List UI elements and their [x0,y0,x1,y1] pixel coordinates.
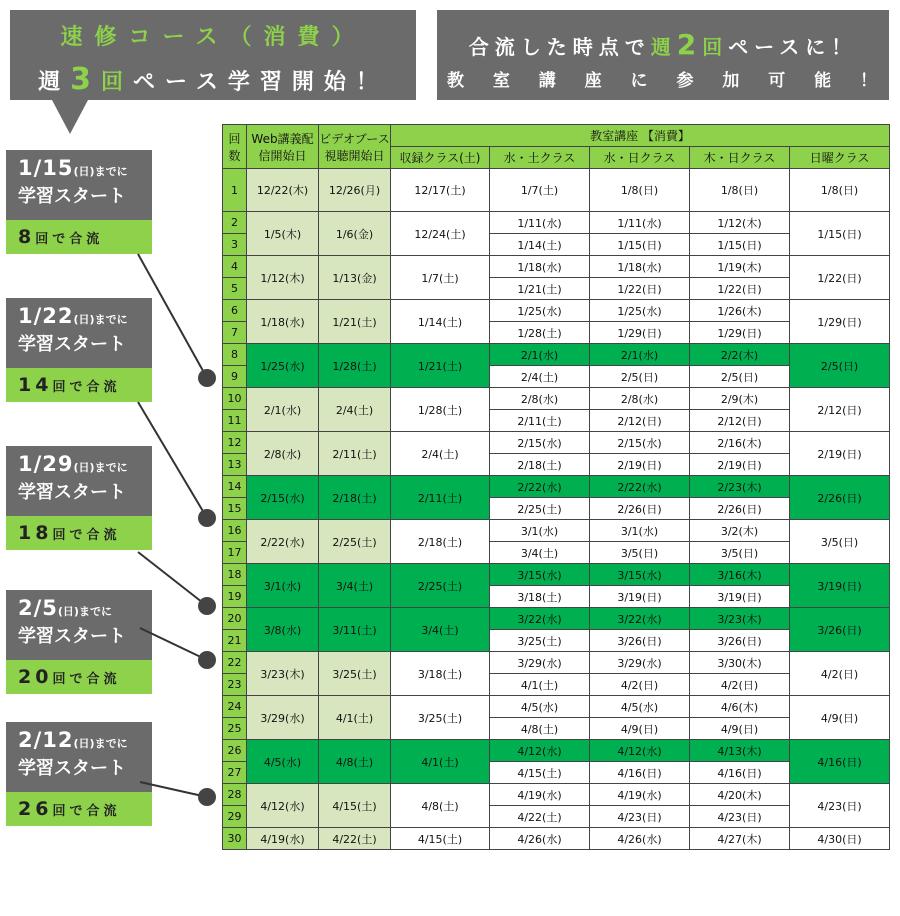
wedsat-date: 2/4(土) [490,366,590,388]
row-number: 23 [223,674,247,696]
row-number: 19 [223,586,247,608]
merge-number: 2 [676,28,703,61]
row-number: 9 [223,366,247,388]
sunday-date: 3/26(日) [790,608,890,652]
sunday-date: 2/12(日) [790,388,890,432]
row-number: 22 [223,652,247,674]
sunday-date: 4/30(日) [790,828,890,850]
card-start: 学習スタート [18,186,126,207]
thusun-date: 2/26(日) [690,498,790,520]
recorded-date: 1/7(土) [391,256,490,300]
web-date: 2/1(水) [247,388,319,432]
row-number: 27 [223,762,247,784]
wedsat-date: 4/1(土) [490,674,590,696]
web-date: 4/5(水) [247,740,319,784]
recorded-date: 1/21(土) [391,344,490,388]
card-count: 26 [18,798,53,820]
recorded-date: 2/11(土) [391,476,490,520]
header-classroom: 教室講座 【消費】 [391,125,890,147]
wedsun-date: 1/29(日) [590,322,690,344]
wedsat-date: 2/22(水) [490,476,590,498]
web-date: 1/18(水) [247,300,319,344]
wedsun-date: 3/5(日) [590,542,690,564]
table-row [223,476,890,498]
web-date: 4/12(水) [247,784,319,828]
wedsat-date: 3/4(土) [490,542,590,564]
sunday-date: 3/5(日) [790,520,890,564]
video-date: 1/13(金) [319,256,391,300]
wedsat-date: 1/18(水) [490,256,590,278]
recorded-date: 12/24(土) [391,212,490,256]
card-unit: 回で合流 [35,232,104,247]
header-wedsun: 水・日クラス [590,147,690,169]
thusun-date: 2/9(木) [690,388,790,410]
card-day: (日)までに [73,737,128,750]
wedsun-date: 4/19(水) [590,784,690,806]
row-number: 28 [223,784,247,806]
card-count: 8 [18,226,36,248]
wedsun-date: 1/25(水) [590,300,690,322]
wedsat-date: 3/29(水) [490,652,590,674]
wedsat-date: 1/21(土) [490,278,590,300]
sunday-date: 1/29(日) [790,300,890,344]
connector-dot [198,369,216,387]
wedsun-date: 2/12(日) [590,410,690,432]
sunday-date: 4/2(日) [790,652,890,696]
merge-text-a: 合流した時点で [468,35,651,59]
wedsat-date: 2/18(土) [490,454,590,476]
video-date: 3/25(土) [319,652,391,696]
merge-subline: 教室講座に参加可能！ [447,71,877,91]
wedsat-date: 2/25(土) [490,498,590,520]
course-title: 速修コース（消費） [60,25,366,50]
pace-week: 週 [38,70,71,95]
video-date: 1/28(土) [319,344,391,388]
card-count: 14 [18,374,53,396]
recorded-date: 12/17(土) [391,169,490,212]
sunday-date: 1/8(日) [790,169,890,212]
table-row [223,212,890,234]
thusun-date: 1/15(日) [690,234,790,256]
header-web: Web講義配信開始日 [247,125,319,169]
wedsat-date: 3/15(水) [490,564,590,586]
thusun-date: 4/2(日) [690,674,790,696]
row-number: 20 [223,608,247,630]
wedsun-date: 1/15(日) [590,234,690,256]
web-date: 1/25(水) [247,344,319,388]
wedsat-date: 4/15(土) [490,762,590,784]
thusun-date: 4/13(木) [690,740,790,762]
thusun-date: 1/29(日) [690,322,790,344]
thusun-date: 2/16(木) [690,432,790,454]
web-date: 3/29(水) [247,696,319,740]
row-number: 24 [223,696,247,718]
video-date: 12/26(月) [319,169,391,212]
recorded-date: 2/4(土) [391,432,490,476]
header-video: ビデオブース視聴開始日 [319,125,391,169]
thusun-date: 1/8(日) [690,169,790,212]
thusun-date: 4/20(木) [690,784,790,806]
wedsat-date: 3/22(水) [490,608,590,630]
card-date: 2/12 [18,728,74,752]
pace-unit: 回 [100,70,133,95]
row-number: 2 [223,212,247,234]
wedsat-date: 3/18(土) [490,586,590,608]
wedsun-date: 3/22(水) [590,608,690,630]
wedsun-date: 2/15(水) [590,432,690,454]
wedsun-date: 2/22(水) [590,476,690,498]
card-unit: 回で合流 [52,528,121,543]
row-number: 21 [223,630,247,652]
row-number: 17 [223,542,247,564]
web-date: 1/12(木) [247,256,319,300]
video-date: 3/11(土) [319,608,391,652]
recorded-date: 4/8(土) [391,784,490,828]
table-row [223,828,890,850]
table-row [223,344,890,366]
wedsun-date: 1/8(日) [590,169,690,212]
wedsat-date: 1/7(土) [490,169,590,212]
wedsun-date: 2/19(日) [590,454,690,476]
sunday-date: 4/16(日) [790,740,890,784]
video-date: 4/15(土) [319,784,391,828]
video-date: 3/4(土) [319,564,391,608]
wedsun-date: 3/19(日) [590,586,690,608]
web-date: 3/1(水) [247,564,319,608]
card-date: 1/22 [18,304,74,328]
thusun-date: 3/16(木) [690,564,790,586]
wedsun-date: 4/23(日) [590,806,690,828]
table-row [223,740,890,762]
recorded-date: 2/25(土) [391,564,490,608]
row-number: 25 [223,718,247,740]
row-number: 26 [223,740,247,762]
video-date: 2/25(土) [319,520,391,564]
recorded-date: 4/1(土) [391,740,490,784]
wedsat-date: 2/1(水) [490,344,590,366]
sunday-date: 2/5(日) [790,344,890,388]
wedsat-date: 4/26(水) [490,828,590,850]
sunday-date: 2/26(日) [790,476,890,520]
web-date: 2/8(水) [247,432,319,476]
row-number: 11 [223,410,247,432]
table-row [223,256,890,278]
card-date: 1/15 [18,156,74,180]
recorded-date: 3/4(土) [391,608,490,652]
web-date: 12/22(木) [247,169,319,212]
sunday-date: 1/15(日) [790,212,890,256]
card-unit: 回で合流 [52,380,121,395]
thusun-date: 3/26(日) [690,630,790,652]
row-number: 12 [223,432,247,454]
card-unit: 回で合流 [52,672,121,687]
recorded-date: 3/25(土) [391,696,490,740]
row-number: 13 [223,454,247,476]
wedsun-date: 4/2(日) [590,674,690,696]
recorded-date: 1/14(土) [391,300,490,344]
wedsun-date: 1/11(水) [590,212,690,234]
connector-line [140,628,207,660]
thusun-date: 3/19(日) [690,586,790,608]
recorded-date: 4/15(土) [391,828,490,850]
wedsat-date: 4/8(土) [490,718,590,740]
thusun-date: 4/27(木) [690,828,790,850]
sunday-date: 3/19(日) [790,564,890,608]
wedsat-date: 4/5(水) [490,696,590,718]
row-number: 15 [223,498,247,520]
video-date: 4/1(土) [319,696,391,740]
table-row [223,608,890,630]
row-number: 1 [223,169,247,212]
wedsun-date: 4/26(水) [590,828,690,850]
row-number: 14 [223,476,247,498]
pace-number: 3 [70,62,101,97]
video-date: 4/22(土) [319,828,391,850]
thusun-date: 2/19(日) [690,454,790,476]
thusun-date: 3/30(木) [690,652,790,674]
video-date: 2/18(土) [319,476,391,520]
merge-unit: 回 [702,35,729,59]
wedsat-date: 2/11(土) [490,410,590,432]
card-unit: 回で合流 [52,804,121,819]
row-number: 6 [223,300,247,322]
wedsun-date: 3/29(水) [590,652,690,674]
wedsun-date: 2/1(水) [590,344,690,366]
merge-week: 週 [650,35,677,59]
card-start: 学習スタート [18,626,126,647]
card-count: 20 [18,666,53,688]
thusun-date: 2/12(日) [690,410,790,432]
wedsun-date: 1/22(日) [590,278,690,300]
row-number: 3 [223,234,247,256]
video-date: 1/6(金) [319,212,391,256]
row-number: 7 [223,322,247,344]
table-row [223,652,890,674]
web-date: 3/8(水) [247,608,319,652]
web-date: 3/23(木) [247,652,319,696]
connector-line [138,402,207,518]
merge-text-d: ペースに！ [728,35,858,59]
table-row [223,300,890,322]
thusun-date: 4/9(日) [690,718,790,740]
row-number: 30 [223,828,247,850]
table-row [223,784,890,806]
row-number: 10 [223,388,247,410]
web-date: 4/19(水) [247,828,319,850]
recorded-date: 3/18(土) [391,652,490,696]
table-row [223,520,890,542]
wedsat-date: 1/14(土) [490,234,590,256]
wedsun-date: 2/5(日) [590,366,690,388]
wedsat-date: 3/1(水) [490,520,590,542]
thusun-date: 1/22(日) [690,278,790,300]
video-date: 1/21(土) [319,300,391,344]
wedsun-date: 4/12(水) [590,740,690,762]
sunday-date: 1/22(日) [790,256,890,300]
recorded-date: 1/28(土) [391,388,490,432]
card-start: 学習スタート [18,482,126,503]
row-number: 16 [223,520,247,542]
card-start: 学習スタート [18,334,126,355]
thusun-date: 2/2(木) [690,344,790,366]
thusun-date: 2/23(木) [690,476,790,498]
table-row [223,696,890,718]
thusun-date: 3/2(木) [690,520,790,542]
video-date: 2/4(土) [319,388,391,432]
thusun-date: 4/23(日) [690,806,790,828]
wedsat-date: 2/8(水) [490,388,590,410]
header-num: 回数 [223,125,247,169]
row-number: 18 [223,564,247,586]
web-date: 2/22(水) [247,520,319,564]
sunday-date: 2/19(日) [790,432,890,476]
video-date: 4/8(土) [319,740,391,784]
row-number: 4 [223,256,247,278]
connector-dot [198,651,216,669]
wedsun-date: 2/26(日) [590,498,690,520]
pace-text: ペース学習開始！ [133,70,388,95]
card-date: 1/29 [18,452,74,476]
wedsun-date: 3/26(日) [590,630,690,652]
connector-line [138,254,207,378]
table-row [223,169,890,212]
web-date: 2/15(水) [247,476,319,520]
thusun-date: 1/12(木) [690,212,790,234]
card-date: 2/5 [18,596,58,620]
connector-dot [198,788,216,806]
connector-dot [198,509,216,527]
row-number: 5 [223,278,247,300]
wedsat-date: 1/25(水) [490,300,590,322]
row-number: 29 [223,806,247,828]
card-day: (日)までに [73,165,128,178]
card-count: 18 [18,522,53,544]
wedsun-date: 3/15(水) [590,564,690,586]
recorded-date: 2/18(土) [391,520,490,564]
table-row [223,432,890,454]
table-row [223,564,890,586]
header-thusun: 木・日クラス [690,147,790,169]
wedsat-date: 3/25(土) [490,630,590,652]
thusun-date: 1/26(木) [690,300,790,322]
wedsun-date: 2/8(水) [590,388,690,410]
thusun-date: 4/16(日) [690,762,790,784]
wedsat-date: 1/11(水) [490,212,590,234]
card-day: (日)までに [73,313,128,326]
card-start: 学習スタート [18,758,126,779]
wedsun-date: 4/9(日) [590,718,690,740]
card-day: (日)までに [57,605,112,618]
thusun-date: 3/23(木) [690,608,790,630]
table-row [223,388,890,410]
connector-line [140,782,207,797]
sunday-date: 4/9(日) [790,696,890,740]
wedsat-date: 4/19(水) [490,784,590,806]
wedsun-date: 4/5(水) [590,696,690,718]
row-number: 8 [223,344,247,366]
thusun-date: 2/5(日) [690,366,790,388]
web-date: 1/5(木) [247,212,319,256]
thusun-date: 4/6(木) [690,696,790,718]
thusun-date: 1/19(木) [690,256,790,278]
wedsat-date: 2/15(水) [490,432,590,454]
thusun-date: 3/5(日) [690,542,790,564]
wedsun-date: 1/18(水) [590,256,690,278]
connector-line [138,552,207,606]
header-sun: 日曜クラス [790,147,890,169]
header-wedsat: 水・土クラス [490,147,590,169]
wedsat-date: 4/12(水) [490,740,590,762]
wedsat-date: 1/28(土) [490,322,590,344]
header-recorded: 収録クラス(土) [391,147,490,169]
wedsat-date: 4/22(土) [490,806,590,828]
schedule-table [222,124,890,850]
wedsun-date: 3/1(水) [590,520,690,542]
connector-dot [198,597,216,615]
card-day: (日)までに [73,461,128,474]
sunday-date: 4/23(日) [790,784,890,828]
wedsun-date: 4/16(日) [590,762,690,784]
video-date: 2/11(土) [319,432,391,476]
